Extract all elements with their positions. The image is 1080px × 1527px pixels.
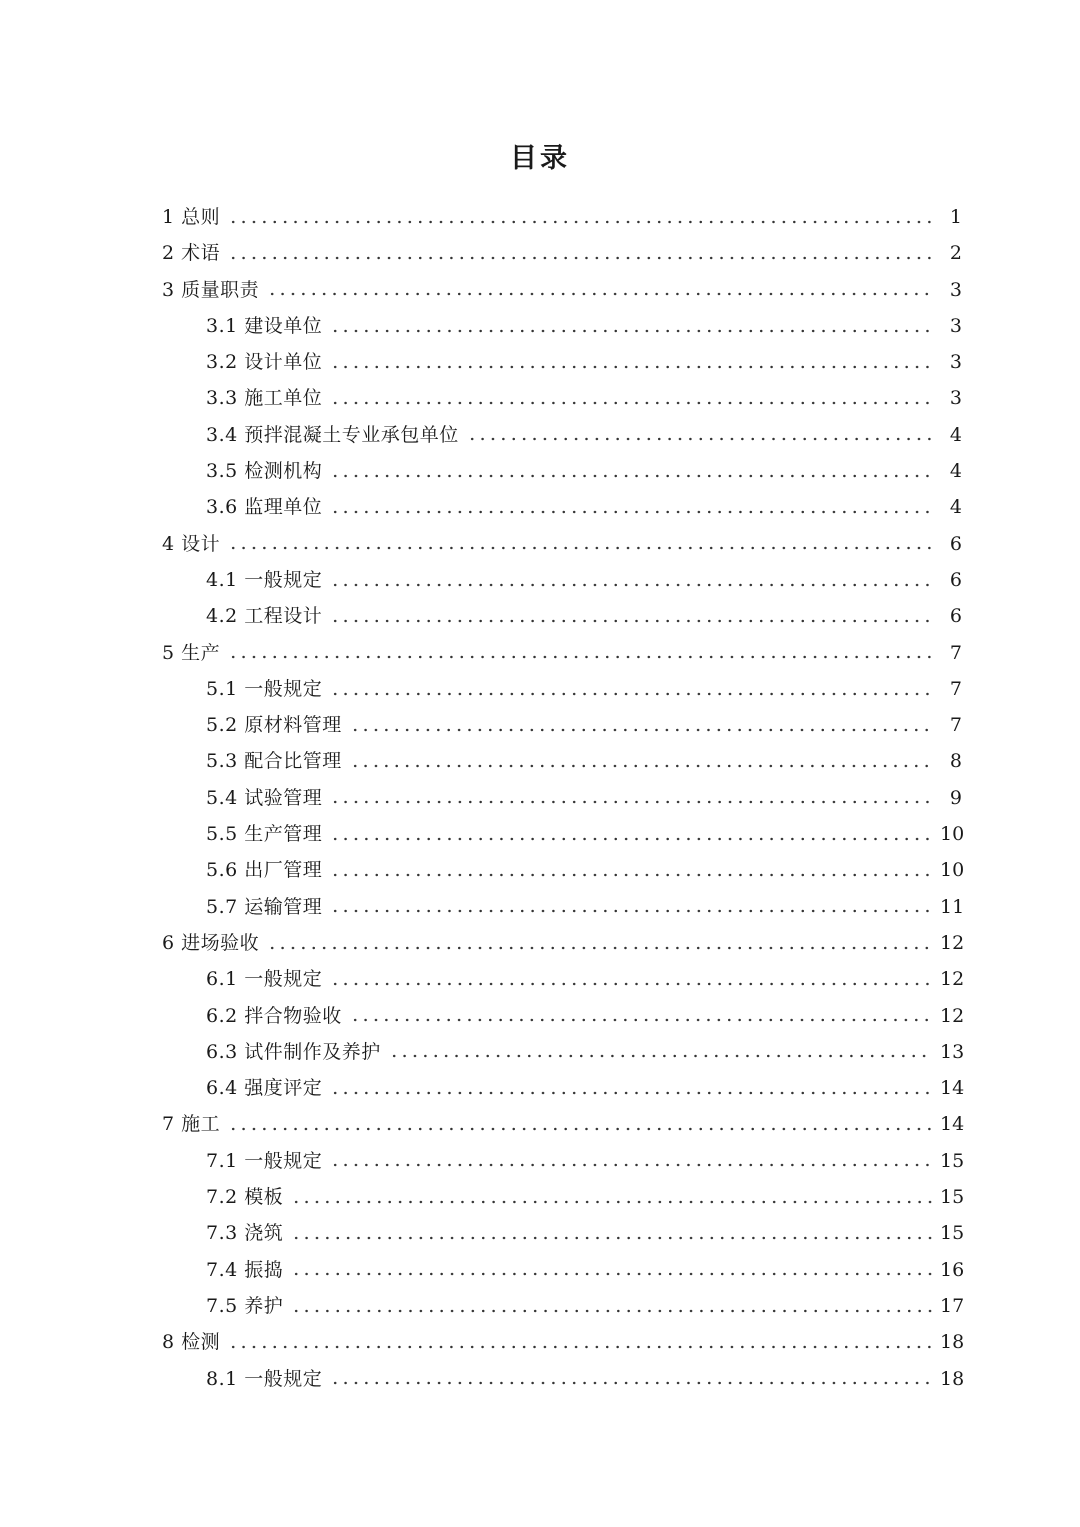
toc-page-number: 15 — [940, 1149, 965, 1172]
toc-page-number: 10 — [940, 859, 965, 882]
toc-entry-label: 8.1 一般规定 — [206, 1367, 323, 1390]
toc-section-entry[interactable] — [0, 1143, 1080, 1179]
dot-leader — [350, 728, 932, 732]
toc-entry-label: 5.6 出厂管理 — [206, 859, 323, 882]
table-of-contents — [0, 199, 1080, 1397]
toc-page-number: 3 — [949, 314, 962, 337]
toc-page-number: 9 — [949, 786, 962, 809]
toc-page-number: 3 — [949, 387, 962, 410]
toc-section-entry[interactable] — [0, 998, 1080, 1034]
toc-page-number: 12 — [940, 968, 965, 991]
toc-entry-label: 2 术语 — [162, 242, 221, 265]
dot-leader — [330, 837, 932, 841]
dot-leader — [291, 1272, 932, 1276]
toc-chapter-entry[interactable] — [0, 1106, 1080, 1142]
toc-page-number: 16 — [940, 1258, 965, 1281]
toc-entry-label: 7.5 养护 — [206, 1294, 284, 1317]
toc-section-entry[interactable] — [0, 344, 1080, 380]
dot-leader — [330, 329, 932, 333]
dot-leader — [389, 1054, 932, 1058]
toc-page-number: 3 — [949, 351, 962, 374]
toc-section-entry[interactable] — [0, 1070, 1080, 1106]
dot-leader — [330, 692, 932, 696]
dot-leader — [228, 655, 932, 659]
toc-page-number: 4 — [949, 423, 962, 446]
toc-chapter-entry[interactable] — [0, 199, 1080, 235]
toc-section-entry[interactable] — [0, 453, 1080, 489]
toc-section-entry[interactable] — [0, 889, 1080, 925]
dot-leader — [267, 946, 932, 950]
toc-entry-label: 3.1 建设单位 — [206, 314, 323, 337]
dot-leader — [330, 510, 932, 514]
toc-entry-label: 3.4 预拌混凝土专业承包单位 — [206, 423, 459, 446]
toc-page-number: 4 — [949, 496, 962, 519]
toc-chapter-entry[interactable] — [0, 235, 1080, 271]
toc-page-number: 14 — [940, 1113, 965, 1136]
toc-page-number: 12 — [940, 1004, 965, 1027]
toc-entry-label: 7.4 振捣 — [206, 1258, 284, 1281]
toc-entry-label: 5.2 原材料管理 — [206, 714, 342, 737]
toc-section-entry[interactable] — [0, 852, 1080, 888]
toc-section-entry[interactable] — [0, 671, 1080, 707]
dot-leader — [330, 619, 932, 623]
toc-page-number: 14 — [940, 1077, 965, 1100]
toc-section-entry[interactable] — [0, 1361, 1080, 1397]
dot-leader — [291, 1236, 932, 1240]
toc-page-number: 15 — [940, 1222, 965, 1245]
toc-page-number: 13 — [940, 1040, 965, 1063]
toc-section-entry[interactable] — [0, 1252, 1080, 1288]
toc-page-number: 6 — [949, 568, 962, 591]
dot-leader — [330, 1163, 932, 1167]
dot-leader — [330, 474, 932, 478]
toc-chapter-entry[interactable] — [0, 526, 1080, 562]
dot-leader — [350, 764, 932, 768]
dot-leader — [330, 365, 932, 369]
toc-section-entry[interactable] — [0, 743, 1080, 779]
dot-leader — [330, 909, 932, 913]
toc-entry-label: 7.2 模板 — [206, 1186, 284, 1209]
toc-chapter-entry[interactable] — [0, 1324, 1080, 1360]
toc-page-number: 18 — [940, 1367, 965, 1390]
dot-leader — [330, 982, 932, 986]
toc-entry-label: 7.1 一般规定 — [206, 1149, 323, 1172]
toc-page-number: 11 — [940, 895, 965, 918]
toc-page-number: 10 — [940, 823, 965, 846]
toc-section-entry[interactable] — [0, 598, 1080, 634]
toc-entry-label: 6.4 强度评定 — [206, 1077, 323, 1100]
toc-page-number: 1 — [949, 206, 962, 228]
toc-entry-label: 7 施工 — [162, 1113, 221, 1136]
dot-leader — [228, 546, 932, 550]
toc-entry-label: 5.4 试验管理 — [206, 786, 323, 809]
toc-section-entry[interactable] — [0, 961, 1080, 997]
dot-leader — [228, 220, 932, 224]
toc-page-number: 15 — [940, 1186, 965, 1209]
toc-section-entry[interactable] — [0, 308, 1080, 344]
page-title: 目录 — [510, 143, 570, 174]
toc-section-entry[interactable] — [0, 1288, 1080, 1324]
toc-page-number: 12 — [940, 931, 965, 954]
toc-entry-label: 3.5 检测机构 — [206, 460, 323, 483]
toc-entry-label: 5.7 运输管理 — [206, 895, 323, 918]
dot-leader — [330, 401, 932, 405]
toc-entry-label: 4 设计 — [162, 532, 221, 555]
dot-leader — [330, 873, 932, 877]
dot-leader — [267, 292, 932, 296]
toc-entry-label: 5.5 生产管理 — [206, 823, 323, 846]
toc-entry-label: 3.2 设计单位 — [206, 351, 323, 374]
dot-leader — [330, 1381, 932, 1385]
toc-page-number: 2 — [949, 242, 962, 265]
toc-chapter-entry[interactable] — [0, 635, 1080, 671]
toc-entry-label: 6 进场验收 — [162, 931, 260, 954]
toc-entry-label: 1 总则 — [162, 206, 221, 228]
toc-chapter-entry[interactable] — [0, 272, 1080, 308]
toc-entry-label: 5.3 配合比管理 — [206, 750, 342, 773]
toc-entry-label: 3 质量职责 — [162, 278, 260, 301]
toc-page-number: 6 — [949, 605, 962, 628]
dot-leader — [330, 583, 932, 587]
toc-section-entry[interactable] — [0, 1034, 1080, 1070]
toc-entry-label: 6.2 拌合物验收 — [206, 1004, 342, 1027]
toc-entry-label: 3.6 监理单位 — [206, 496, 323, 519]
toc-entry-label: 5 生产 — [162, 641, 221, 664]
toc-section-entry[interactable] — [0, 780, 1080, 816]
toc-section-entry[interactable] — [0, 707, 1080, 743]
toc-chapter-entry[interactable] — [0, 925, 1080, 961]
dot-leader — [330, 800, 932, 804]
toc-page-number: 3 — [949, 278, 962, 301]
toc-section-entry[interactable] — [0, 1215, 1080, 1251]
toc-entry-label: 8 检测 — [162, 1331, 221, 1354]
toc-page-number: 4 — [949, 460, 962, 483]
dot-leader — [291, 1200, 932, 1204]
toc-page-number: 17 — [940, 1294, 965, 1317]
dot-leader — [228, 256, 932, 260]
toc-section-entry[interactable] — [0, 562, 1080, 598]
dot-leader — [291, 1309, 932, 1313]
dot-leader — [467, 437, 932, 441]
toc-entry-label: 6.3 试件制作及养护 — [206, 1040, 381, 1063]
toc-page-number: 7 — [949, 677, 962, 700]
dot-leader — [228, 1345, 932, 1349]
dot-leader — [330, 1091, 932, 1095]
toc-page-number: 7 — [949, 714, 962, 737]
toc-entry-label: 4.1 一般规定 — [206, 568, 323, 591]
toc-section-entry[interactable] — [0, 417, 1080, 453]
toc-page-number: 8 — [949, 750, 962, 773]
toc-section-entry[interactable] — [0, 1179, 1080, 1215]
toc-entry-label: 5.1 一般规定 — [206, 677, 323, 700]
dot-leader — [228, 1127, 932, 1131]
toc-section-entry[interactable] — [0, 489, 1080, 525]
toc-entry-label: 4.2 工程设计 — [206, 605, 323, 628]
toc-page-number: 7 — [949, 641, 962, 664]
toc-entry-label: 6.1 一般规定 — [206, 968, 323, 991]
toc-section-entry[interactable] — [0, 380, 1080, 416]
toc-section-entry[interactable] — [0, 816, 1080, 852]
toc-entry-label: 3.3 施工单位 — [206, 387, 323, 410]
toc-page-number: 18 — [940, 1331, 965, 1354]
toc-page-number: 6 — [949, 532, 962, 555]
toc-entry-label: 7.3 浇筑 — [206, 1222, 284, 1245]
dot-leader — [350, 1018, 932, 1022]
